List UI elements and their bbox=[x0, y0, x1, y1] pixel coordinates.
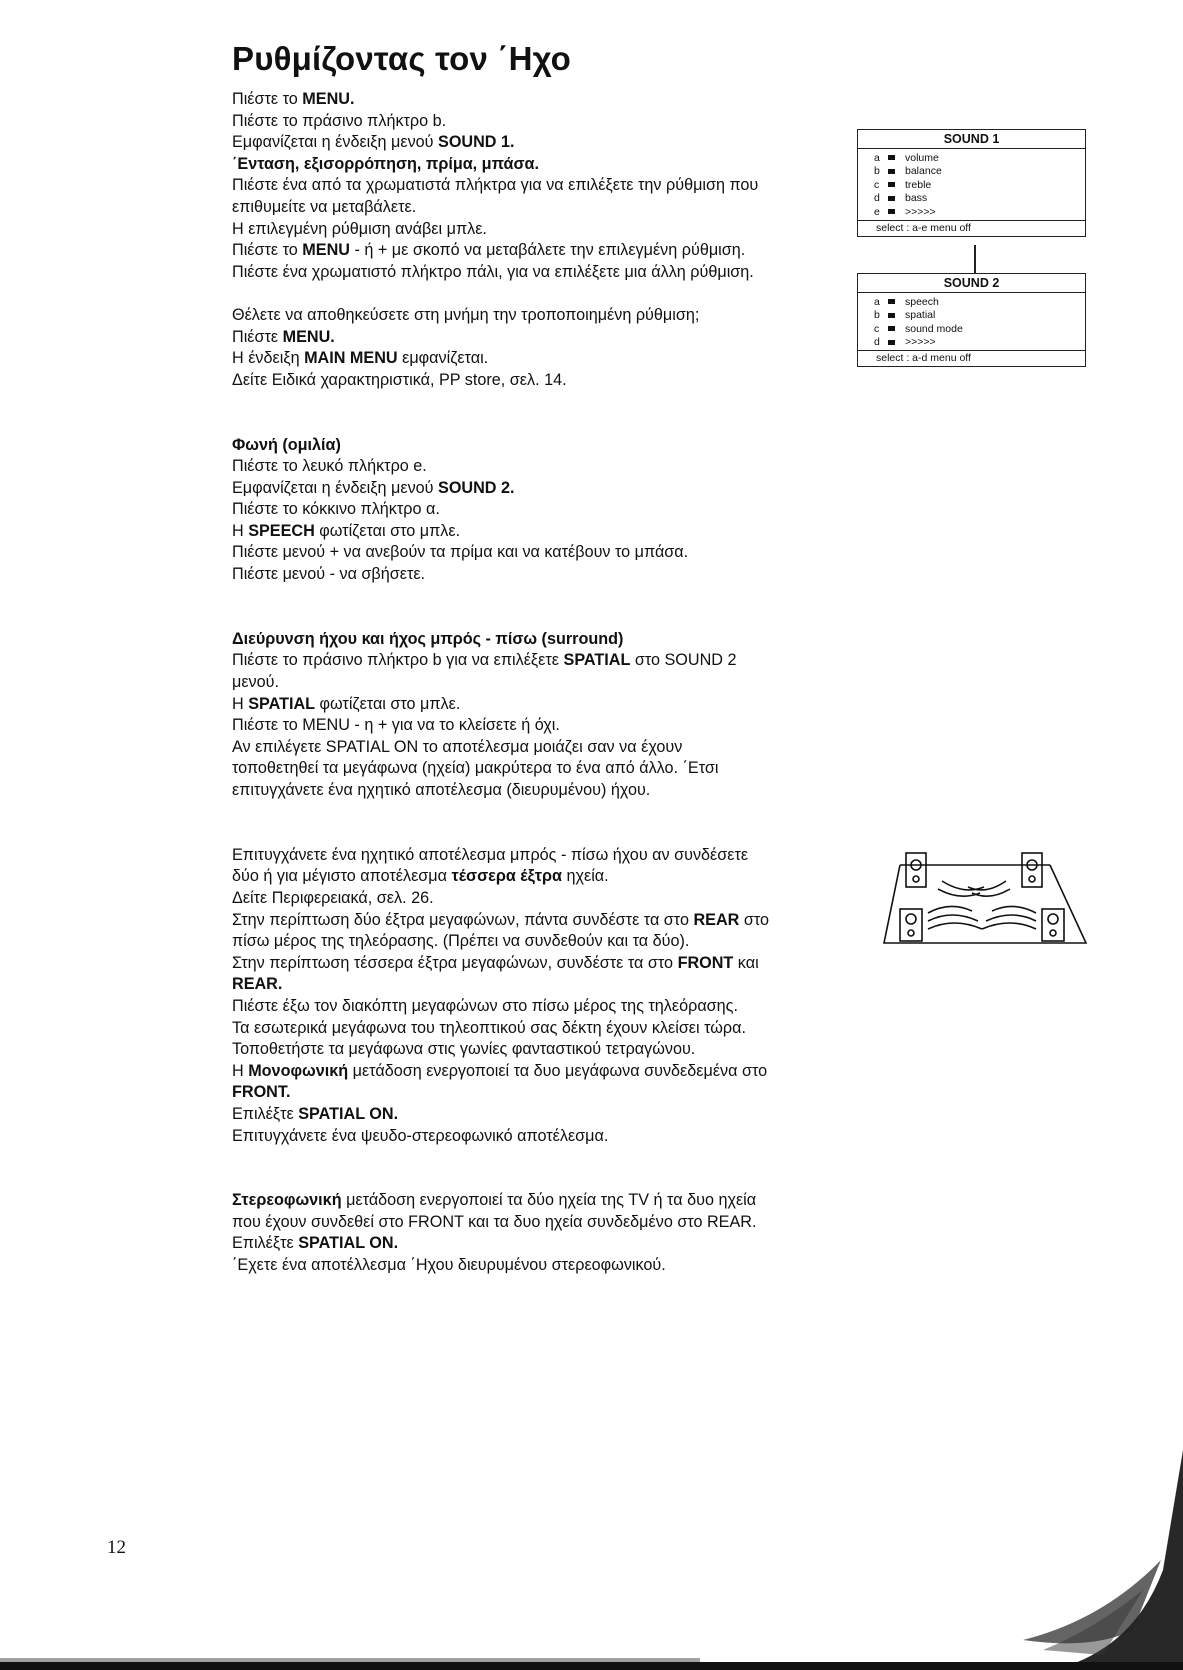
menu-title: SOUND 2 bbox=[858, 274, 1085, 293]
plain-text: Εμφανίζεται η ένδειξη μενού bbox=[232, 478, 439, 497]
menu-item-label: bass bbox=[905, 192, 928, 204]
text-line bbox=[232, 737, 852, 759]
plain-text: Θέλετε να αποθηκεύσετε στη μνήμη την τροποποιημένη ρύθμιση; bbox=[232, 305, 700, 324]
emphasis-text: REAR bbox=[693, 910, 740, 929]
menu-item-label: spatial bbox=[905, 309, 936, 321]
text-line bbox=[232, 1082, 852, 1104]
text-line bbox=[232, 132, 852, 154]
text-line bbox=[232, 240, 852, 262]
emphasis-text: Μονοφωνική bbox=[248, 1061, 349, 1080]
menu-item-key: a bbox=[874, 295, 880, 308]
text-line bbox=[232, 694, 852, 716]
menu-item-key: a bbox=[874, 151, 880, 164]
plain-text: Επιλέξτε bbox=[232, 1234, 299, 1253]
menu-item bbox=[874, 309, 1085, 323]
emphasis-text: SPATIAL bbox=[248, 694, 316, 713]
plain-text: Πιέστε ένα από τα χρωματιστά πλήκτρα για να επιλέξετε την ρύθμιση που bbox=[232, 176, 759, 195]
sound2-menu-panel bbox=[857, 273, 1086, 367]
plain-text: Επιτυγχάνετε ένα ψευδο-στερεοφωνικό αποτέλεσμα. bbox=[232, 1126, 609, 1145]
text-line bbox=[232, 478, 852, 500]
menu-connector-line bbox=[974, 245, 976, 275]
text-line bbox=[232, 175, 852, 197]
text-line bbox=[232, 1061, 852, 1083]
page-number: 12 bbox=[107, 1537, 126, 1558]
emphasis-text: SOUND 2. bbox=[438, 478, 515, 497]
menu-item bbox=[874, 336, 1085, 350]
plain-text: φωτίζεται στο μπλε. bbox=[314, 521, 461, 540]
text-line bbox=[232, 1233, 852, 1255]
menu-item bbox=[874, 192, 1085, 206]
plain-text: εμφανίζεται. bbox=[397, 349, 489, 368]
emphasis-text: MENU. bbox=[302, 90, 355, 108]
plain-text: Η ένδειξη bbox=[232, 349, 305, 368]
emphasis-text: SPATIAL ON. bbox=[298, 1104, 399, 1123]
menu-items bbox=[858, 149, 1085, 220]
text-line bbox=[232, 1039, 852, 1061]
text-line bbox=[232, 89, 852, 111]
plain-text: τοποθετηθεί τα μεγάφωνα (ηχεία) μακρύτερα το ένα από άλλο. ΄Ετσι bbox=[232, 759, 719, 778]
text-line bbox=[232, 154, 852, 176]
plain-text: Πιέστε το πράσινο πλήκτρο b για να επιλέξετε bbox=[232, 651, 564, 670]
menu-item-key: d bbox=[874, 192, 880, 204]
emphasis-text: REAR. bbox=[232, 975, 283, 994]
menu-footer: select : a-e menu off bbox=[858, 220, 1085, 236]
plain-text: πίσω μέρος της τηλεόρασης. (Πρέπει να συνδεθούν και τα δύο). bbox=[232, 932, 690, 951]
text-line bbox=[232, 672, 852, 694]
emphasis-text: SPEECH bbox=[248, 521, 315, 540]
text-line bbox=[232, 758, 852, 780]
plain-text: μενού. bbox=[232, 673, 279, 692]
color-key-icon bbox=[888, 313, 895, 318]
menu-items bbox=[858, 293, 1085, 350]
menu-item-key: c bbox=[874, 322, 880, 335]
text-line bbox=[232, 953, 852, 975]
menu-item-key: e bbox=[874, 205, 880, 218]
plain-text: που έχουν συνδεθεί στο FRONT και τα δυο ηχεία συνδεδμένο στο REAR. bbox=[232, 1212, 757, 1231]
menu-item-label: sound mode bbox=[905, 322, 963, 335]
body-text bbox=[232, 89, 852, 1277]
text-line bbox=[232, 1255, 852, 1277]
plain-text: Πιέστε το πράσινο πλήκτρο b. bbox=[232, 111, 447, 130]
color-key-icon bbox=[888, 299, 895, 304]
plain-text: Πιέστε το κόκκινο πλήκτρο α. bbox=[232, 500, 440, 519]
text-line bbox=[232, 1018, 852, 1040]
text-line bbox=[232, 845, 852, 867]
plain-text: και bbox=[733, 953, 759, 972]
plain-text: Η bbox=[232, 521, 249, 540]
text-line bbox=[232, 219, 852, 241]
menu-item-label: speech bbox=[905, 295, 939, 308]
emphasis-text: FRONT. bbox=[232, 1083, 291, 1102]
text-line bbox=[232, 521, 852, 543]
emphasis-text: SPATIAL bbox=[563, 651, 631, 670]
text-line bbox=[232, 1126, 852, 1148]
paragraph-gap bbox=[232, 802, 852, 824]
plain-text: μετάδοση ενεργοποιεί τα δύο ηχεία της TV ή τα δυο ηχεία bbox=[341, 1191, 757, 1210]
plain-text: Στην περίπτωση τέσσερα έξτρα μεγαφώνων, συνδέστε τα στο bbox=[232, 953, 678, 972]
paragraph-gap bbox=[232, 607, 852, 629]
paragraph-gap bbox=[232, 1147, 852, 1169]
emphasis-text: τέσσερα έξτρα bbox=[451, 867, 562, 886]
text-line bbox=[232, 542, 852, 564]
plain-text: φωτίζεται στο μπλε. bbox=[315, 694, 461, 713]
menu-item bbox=[874, 205, 1085, 219]
color-key-icon bbox=[888, 209, 895, 214]
paragraph-gap bbox=[232, 823, 852, 845]
color-key-icon bbox=[888, 182, 895, 187]
text-line bbox=[232, 866, 852, 888]
plain-text: στο bbox=[739, 910, 769, 929]
menu-item-label: volume bbox=[905, 151, 939, 164]
plain-text: δύο ή για μέγιστο αποτέλεσμα bbox=[232, 867, 452, 886]
plain-text: Τα εσωτερικά μεγάφωνα του τηλεοπτικού σας δέκτη έχουν κλείσει τώρα. bbox=[232, 1018, 746, 1037]
text-line bbox=[232, 1212, 852, 1234]
menu-title: SOUND 1 bbox=[858, 130, 1085, 149]
emphasis-text: FRONT bbox=[677, 953, 734, 972]
text-line bbox=[232, 780, 852, 802]
emphasis-text: Στερεοφωνική bbox=[232, 1191, 342, 1210]
plain-text: Πιέστε το MENU - η + για να το κλείσετε ή όχι. bbox=[232, 716, 560, 735]
emphasis-text: MENU bbox=[302, 241, 350, 260]
color-key-icon bbox=[888, 326, 895, 331]
plain-text: Πιέστε ένα χρωματιστό πλήκτρο πάλι, για να επιλέξετε μια άλλη ρύθμιση. bbox=[232, 262, 754, 281]
plain-text: Επιλέξτε bbox=[232, 1104, 299, 1123]
sound1-menu-panel bbox=[857, 129, 1086, 237]
plain-text: - ή + με σκοπό να μεταβάλετε την επιλεγμένη ρύθμιση. bbox=[349, 241, 746, 260]
menu-item bbox=[874, 322, 1085, 336]
color-key-icon bbox=[888, 169, 895, 174]
color-key-icon bbox=[888, 196, 895, 201]
plain-text: ΄Εχετε ένα αποτέλλεσμα ΄Ηχου διευρυμένου στερεοφωνικού. bbox=[232, 1256, 666, 1275]
color-key-icon bbox=[888, 340, 895, 345]
plain-text: ηχεία. bbox=[562, 867, 609, 886]
plain-text: Πιέστε μενού - να σβήσετε. bbox=[232, 565, 426, 584]
emphasis-text: SOUND 1. bbox=[438, 133, 515, 152]
emphasis-text: Διεύρυνση ήχου και ήχος μπρός - πίσω (surround) bbox=[232, 629, 624, 648]
plain-text: επιθυμείτε να μεταβάλετε. bbox=[232, 197, 417, 216]
plain-text: Η bbox=[232, 694, 249, 713]
plain-text: Πιέστε bbox=[232, 327, 283, 346]
plain-text: Πιέστε το bbox=[232, 241, 303, 260]
emphasis-text: ΄Ενταση, εξισορρόπηση, πρίμα, μπάσα. bbox=[232, 154, 540, 173]
menu-item bbox=[874, 295, 1085, 309]
emphasis-text: Φωνή (ομιλία) bbox=[232, 435, 341, 454]
text-line bbox=[232, 910, 852, 932]
plain-text: Τοποθετήστε τα μεγάφωνα στις γωνίες φανταστικού τετραγώνου. bbox=[232, 1040, 696, 1059]
plain-text: Πιέστε το bbox=[232, 90, 303, 108]
text-line bbox=[232, 974, 852, 996]
plain-text: Η επιλεγμένη ρύθμιση ανάβει μπλε. bbox=[232, 219, 487, 238]
text-line bbox=[232, 262, 852, 284]
plain-text: Πιέστε έξω τον διακόπτη μεγαφώνων στο πίσω μέρος της τηλεόρασης. bbox=[232, 996, 738, 1015]
text-line bbox=[232, 305, 852, 327]
text-line bbox=[232, 111, 852, 133]
menu-item bbox=[874, 178, 1085, 192]
paragraph-gap bbox=[232, 1169, 852, 1191]
text-line bbox=[232, 435, 852, 457]
text-line bbox=[232, 456, 852, 478]
plain-text: Η bbox=[232, 1061, 249, 1080]
menu-item-label: >>>>> bbox=[905, 205, 936, 218]
text-line bbox=[232, 715, 852, 737]
plain-text: επιτυγχάνετε ένα ηχητικό αποτέλεσμα (διευρυμένου) ήχου. bbox=[232, 781, 651, 799]
paragraph-gap bbox=[232, 391, 852, 413]
text-line bbox=[232, 1190, 852, 1212]
scan-smudge-mark bbox=[983, 1450, 1183, 1670]
color-key-icon bbox=[888, 155, 895, 160]
menu-item bbox=[874, 151, 1085, 165]
text-line bbox=[232, 348, 852, 370]
text-line bbox=[232, 197, 852, 219]
menu-item-label: treble bbox=[905, 178, 932, 191]
menu-item-label: balance bbox=[905, 165, 942, 177]
text-line bbox=[232, 996, 852, 1018]
plain-text: Δείτε Περιφερειακά, σελ. 26. bbox=[232, 888, 434, 907]
text-line bbox=[232, 370, 852, 392]
plain-text: Δείτε Ειδικά χαρακτηριστικά, PP store, σελ. 14. bbox=[232, 370, 567, 389]
plain-text: Εμφανίζεται η ένδειξη μενού bbox=[232, 133, 439, 152]
surround-speakers-illustration bbox=[880, 851, 1090, 951]
paragraph-gap bbox=[232, 586, 852, 608]
emphasis-text: MAIN MENU bbox=[304, 349, 398, 368]
plain-text: μετάδοση ενεργοποιεί τα δυο μεγάφωνα συνδεδεμένα στο bbox=[348, 1061, 768, 1080]
menu-item-key: c bbox=[874, 178, 880, 191]
menu-item bbox=[874, 165, 1085, 179]
text-line bbox=[232, 888, 852, 910]
scan-bottom-edge bbox=[0, 1656, 1183, 1670]
text-line bbox=[232, 931, 852, 953]
plain-text: Πιέστε μενού + να ανεβούν τα πρίμα και να κατέβουν το μπάσα. bbox=[232, 543, 689, 562]
menu-item-key: b bbox=[874, 165, 880, 177]
plain-text: Αν επιλέγετε SPATIAL ON το αποτέλεσμα μοιάζει σαν να έχουν bbox=[232, 737, 683, 756]
text-line bbox=[232, 629, 852, 651]
menu-item-label: >>>>> bbox=[905, 336, 936, 348]
text-line bbox=[232, 1104, 852, 1126]
text-line bbox=[232, 650, 852, 672]
plain-text: Πιέστε το λευκό πλήκτρο e. bbox=[232, 457, 427, 476]
plain-text: στο SOUND 2 bbox=[630, 651, 737, 670]
text-line bbox=[232, 564, 852, 586]
plain-text: Στην περίπτωση δύο έξτρα μεγαφώνων, πάντα συνδέστε τα στο bbox=[232, 910, 694, 929]
text-line bbox=[232, 327, 852, 349]
plain-text: Επιτυγχάνετε ένα ηχητικό αποτέλεσμα μπρός - πίσω ήχου αν συνδέσετε bbox=[232, 845, 749, 864]
text-line bbox=[232, 499, 852, 521]
emphasis-text: MENU. bbox=[282, 327, 335, 346]
menu-item-key: b bbox=[874, 309, 880, 321]
paragraph-gap bbox=[232, 413, 852, 435]
emphasis-text: SPATIAL ON. bbox=[298, 1234, 399, 1253]
menu-item-key: d bbox=[874, 336, 880, 348]
paragraph-gap bbox=[232, 283, 852, 305]
menu-footer: select : a-d menu off bbox=[858, 350, 1085, 366]
page-title: Ρυθμίζοντας τον ΄Ηχο bbox=[232, 40, 571, 77]
